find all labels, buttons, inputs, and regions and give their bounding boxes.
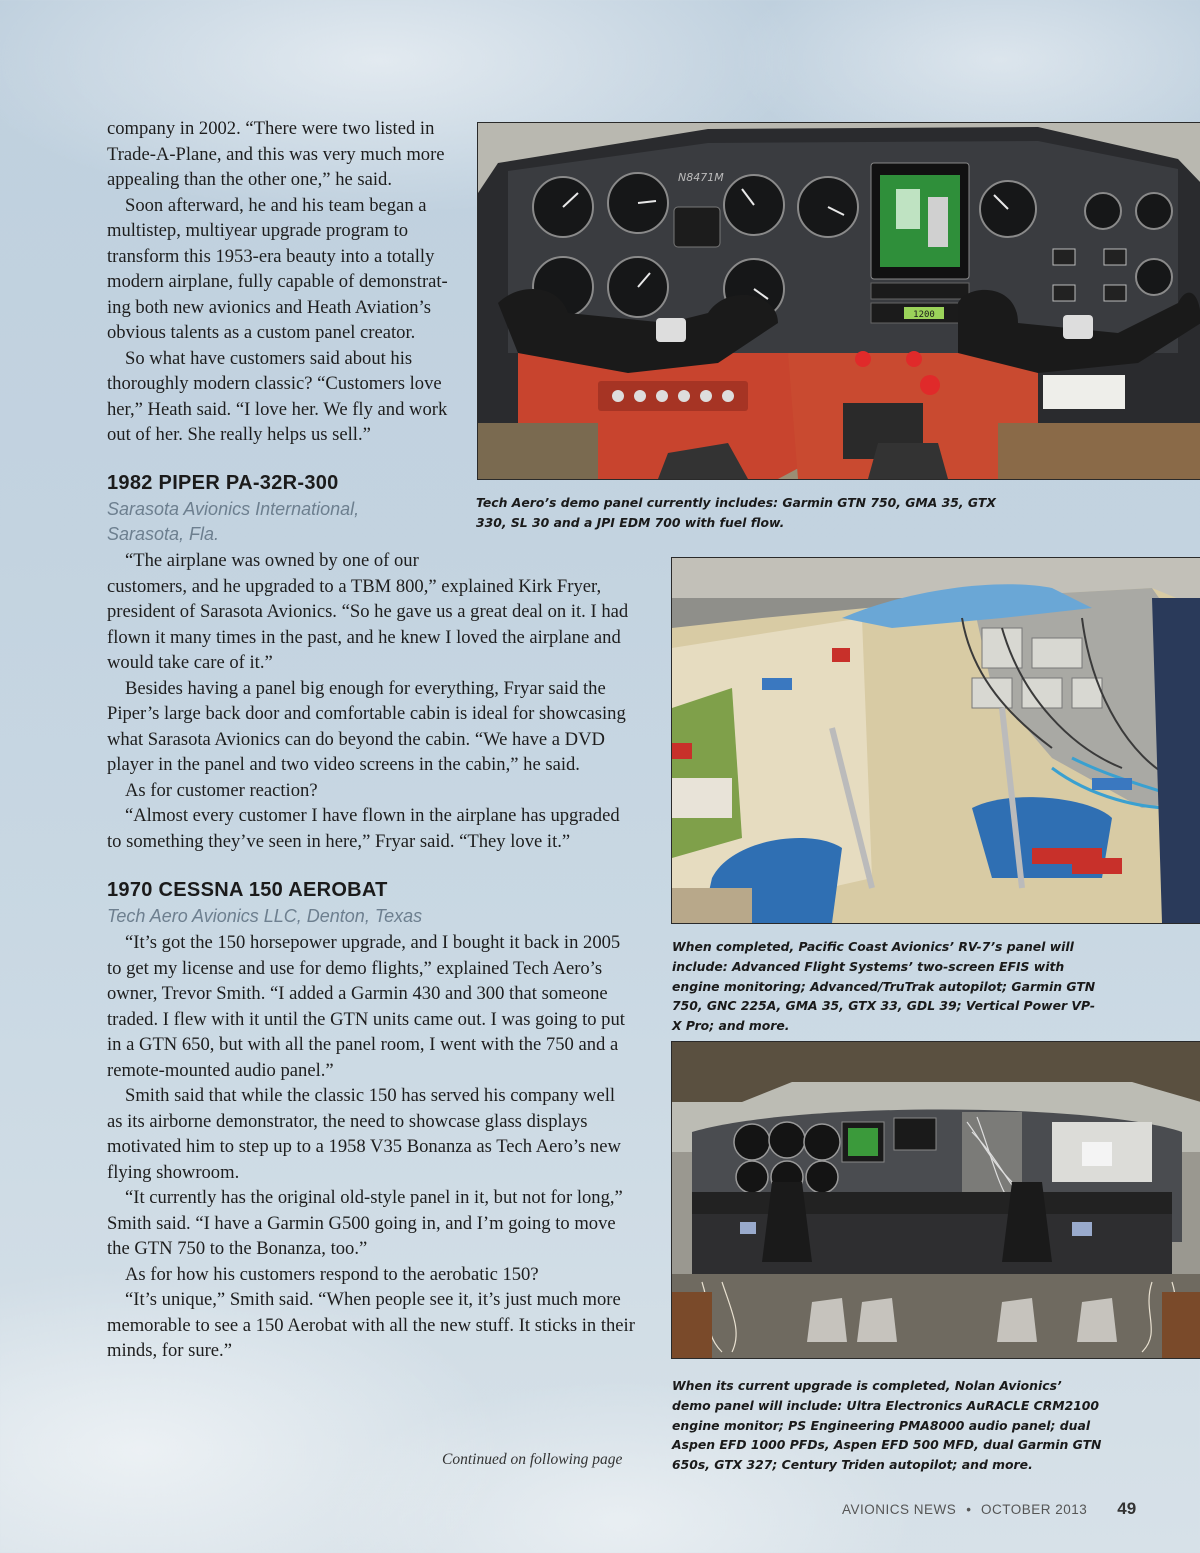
section-heading-cessna: 1970 CESSNA 150 AEROBAT (107, 879, 388, 901)
piper-body (107, 574, 635, 855)
continued-note: Continued on following page (442, 1451, 623, 1468)
company-name-sarasota: Sarasota Avionics International, (107, 499, 360, 519)
company-name-techaero: Tech Aero Avionics LLC, Denton, Texas (107, 906, 423, 926)
body-paragraph: As for customer reaction? (125, 779, 318, 801)
issue-date: OCTOBER 2013 (981, 1502, 1088, 1517)
body-paragraph: “It’s unique,” Smith said. “When people see it, it’s just much more memorable to see a 150 Aerobat with all the new stuff. It sticks in their minds, for sure.” (107, 1289, 635, 1361)
body-paragraph: As for how his customers respond to the aerobatic 150? (125, 1263, 539, 1285)
caption-rv7: When completed, Pacific Coast Avionics’ RV-7’s panel will include: Advanced Flight Systems’ two-screen EFIS with engine monitoring; Advanced/TruTrak autopilot; Garmin GTN 750, GNC 225A, GMA 35, GTX 33, GDL 39; Vertical Power VP-X Pro; and more. (672, 939, 1096, 1034)
page-footer (842, 1499, 1136, 1519)
gtn-readout: 1200 (913, 310, 935, 320)
techaero-panel-photo (477, 122, 1200, 480)
body-paragraph: So what have customers said about his thoroughly modern classic? “Customers love her,” Heath said. “I love her. We fly and work out of her. She really helps us sell.” (107, 347, 448, 445)
publication-name: AVIONICS NEWS (842, 1502, 957, 1517)
body-paragraph: “Almost every customer I have flown in the airplane has upgraded to something they’ve seen in here,” Fryar said. “They love it.” (107, 805, 620, 852)
footer-separator: • (966, 1502, 971, 1517)
intro-column (107, 116, 455, 448)
body-paragraph: “It’s got the 150 horsepower upgrade, and I bought it back in 2005 to get my license and use for demo flights,” explained Tech Aero’s owner, Trevor Smith. “I added a Garmin 430 and 300 that someone traded. I flew with it until the GTN units came out. I was going to put in a GTN 650, but with all the panel room, I went with the 750 and a remote-mounted audio panel.” (107, 932, 625, 1081)
body-paragraph: “The airplane was owned by one of our (125, 550, 419, 571)
page-number: 49 (1117, 1499, 1137, 1518)
section-heading-piper: 1982 PIPER PA-32R-300 (107, 472, 339, 494)
body-paragraph: Soon afterward, he and his team began a multistep, multiyear upgrade program to transform this 1953-era beauty into a totally modern airplane, fully capable of demonstrat-ing both new avionics and Heath Aviation’s obvious talents as a custom panel creator. (107, 194, 448, 343)
caption-techaero: Tech Aero’s demo panel currently includes: Garmin GTN 750, GMA 35, GTX 330, SL 30 and a JPI EDM 700 with fuel flow. (476, 495, 996, 530)
cessna-body (107, 930, 635, 1364)
nolan-panel-photo (671, 1041, 1200, 1359)
body-paragraph: “It currently has the original old-style panel in it, but not for long,” Smith said. “I have a Garmin G500 going in, and I’m going to move the GTN 750 to the Bonanza, too.” (107, 1187, 623, 1259)
caption-nolan: When its current upgrade is completed, Nolan Avionics’ demo panel will include: Ultra Electronics AuRACLE CRM2100 engine monitor; PS Engineering PMA8000 audio panel; dual Aspen EFD 1000 PFDs, Aspen EFD 500 MFD, dual Garmin GTN 650s, GTX 327; Century Triden autopilot; and more. (672, 1378, 1102, 1473)
company-location-sarasota: Sarasota, Fla. (107, 524, 220, 544)
body-paragraph: company in 2002. “There were two listed in Trade-A-Plane, and this was very much more appealing than the other one,” he said. (107, 118, 445, 190)
rv7-panel-photo (671, 557, 1200, 924)
body-paragraph: Besides having a panel big enough for everything, Fryar said the Piper’s large back door and comfortable cabin is ideal for showcasing what Sarasota Avionics can do beyond the cabin. “We have a DVD player in the panel and two video screens in the cabin,” he said. (107, 677, 626, 775)
tail-number-label: N8471M (678, 171, 724, 184)
body-paragraph: Smith said that while the classic 150 has served his company well as its airborne demonstrator, the need to showcase glass displays motivated him to step up to a 1958 V35 Bonanza as Tech Aero’s new flying showroom. (107, 1085, 621, 1183)
body-paragraph: customers, and he upgraded to a TBM 800,” explained Kirk Fryer, president of Sarasota Avionics. “So he gave us a great deal on it. I had flown it many times in the past, and he knew I loved the airplane and would take care of it.” (107, 575, 629, 673)
piper-intro-line (107, 548, 627, 574)
